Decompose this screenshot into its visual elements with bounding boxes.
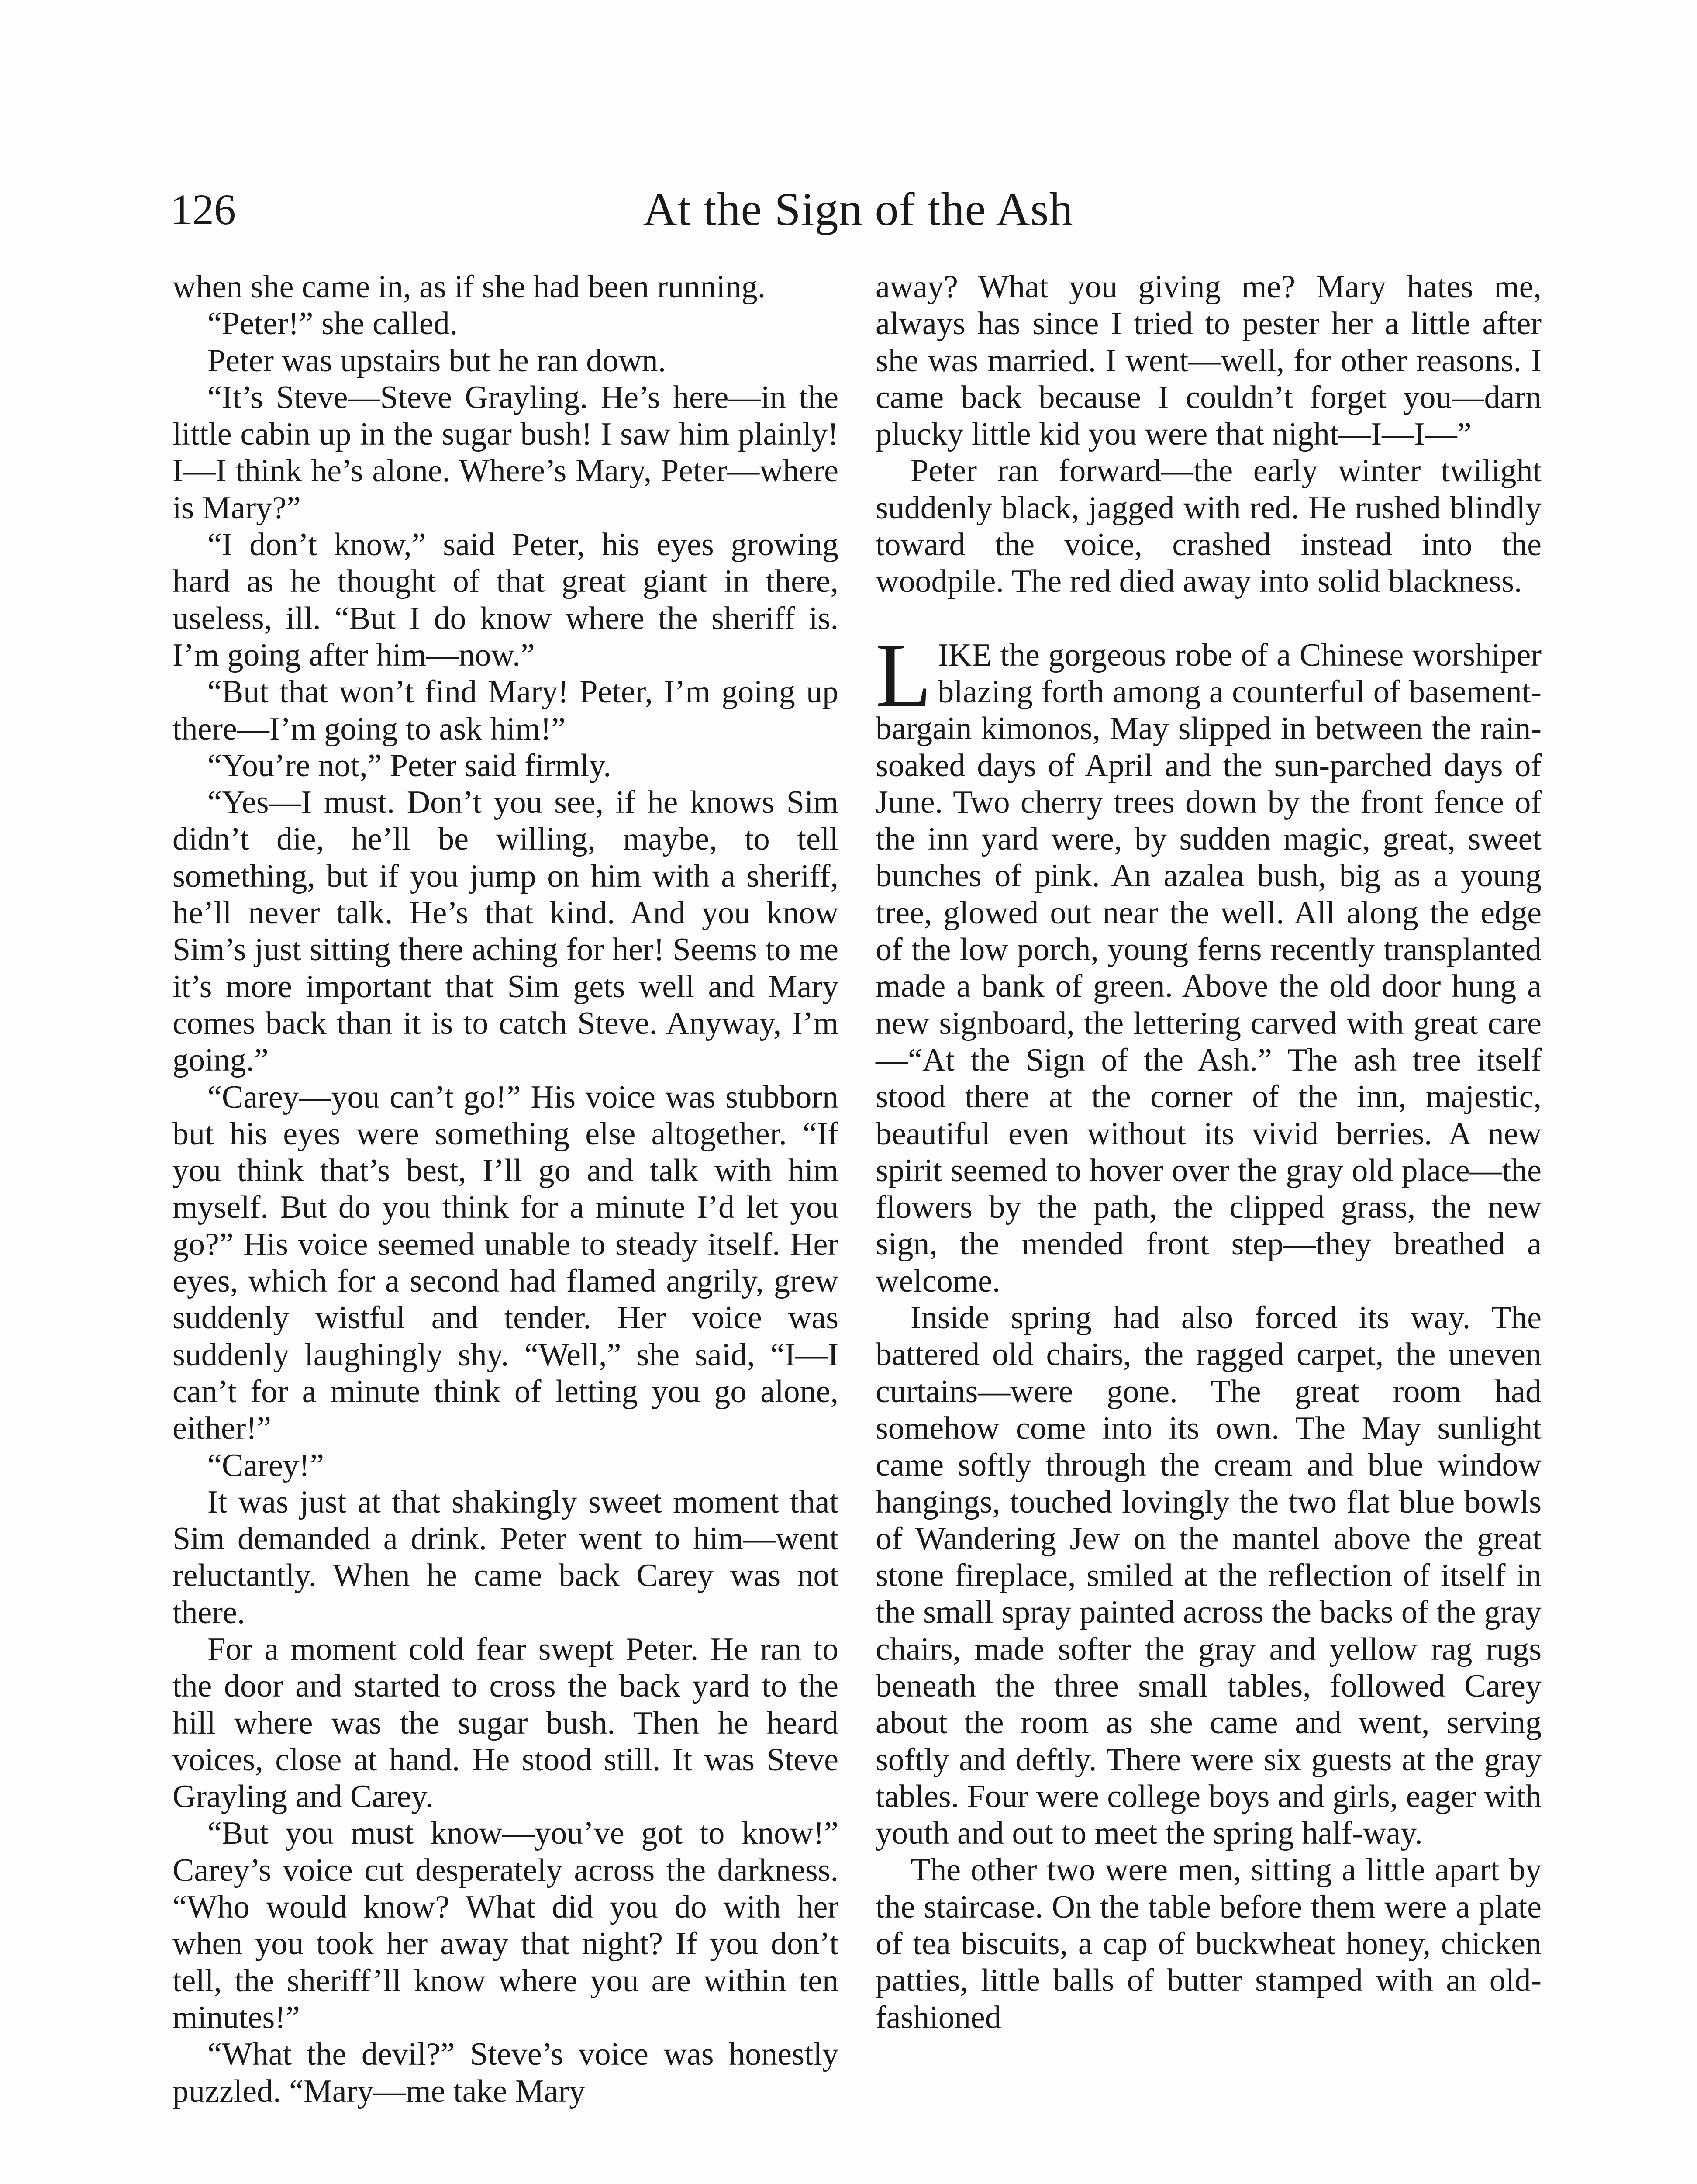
paragraph: when she came in, as if she had been running. xyxy=(172,269,766,305)
paragraph: “Peter!” she called. xyxy=(207,306,458,342)
left-column xyxy=(172,269,838,2110)
paragraph: Inside spring had also forced its way. The battered old chairs, the ragged carpet, the uneven curtains—were gone. The great room had somehow come into its own. The May sunlight came softly through the cream and blue window hangings, touched lovingly the two flat blue bowls of Wandering Jew on the mantel above the great stone fireplace, smiled at the reflection of itself in the small spray painted across the backs of the gray chairs, made softer the gray and yellow rag rugs beneath the three small tables, followed Carey about the room as she came and went, serving softly and deftly. There were six guests at the gray tables. Four were college boys and girls, eager with youth and out to meet the spring half-way. xyxy=(876,1300,1542,1852)
page-header xyxy=(170,175,1546,245)
paragraph: For a moment cold fear swept Peter. He ran to the door and started to cross the back yard to the hill where was the sugar bush. Then he heard voices, close at hand. He stood still. It was Steve Grayling and Carey. xyxy=(172,1631,838,1815)
running-title: At the Sign of the Ash xyxy=(643,183,1073,235)
drop-cap: L xyxy=(876,624,932,726)
paragraph: The other two were men, sitting a little apart by the staircase. On the table before them were a plate of tea biscuits, a cap of buckwheat honey, chicken patties, little balls of butter stamped with an old-fashioned xyxy=(876,1852,1542,2035)
section-opening-text: the gorgeous robe of a Chinese worshiper blazing forth among a counterful of basement-bargain kimonos, May slipped in between the rain-soaked days of April and the sun-parched days of June. Two cherry trees down by the front fence of the inn yard were, by sudden magic, great, sweet bunches of pink. An azalea bush, big as a young tree, glowed out near the well. All along the edge of the low porch, young ferns recently transplanted made a bank of green. Above the old door hung a new signboard, the lettering carved with great care—“At the Sign of the Ash.” The ash tree itself stood there at the corner of the inn, majestic, beautiful even without its vivid berries. A new spirit seemed to hover over the gray old place—the flowers by the path, the clipped grass, the new sign, the mended front step—they breathed a welcome. xyxy=(876,637,1542,1299)
section-opening-paragraph xyxy=(876,624,1542,1299)
small-caps-lead: IKE xyxy=(938,637,992,673)
paragraph: away? What you giving me? Mary hates me, always has since I tried to pester her a little after she was married. I went—well, for other reasons. I came back because I couldn’t forget you—darn plucky little kid you were that night—I—I—” xyxy=(876,269,1542,453)
paragraph: It was just at that shakingly sweet moment that Sim demanded a drink. Peter went to him—went reluctantly. When he came back Carey was not there. xyxy=(172,1484,838,1631)
right-column xyxy=(876,269,1542,2036)
paragraph: “But you must know—you’ve got to know!” Carey’s voice cut desperately across the darkness. “Who would know? What did you do with her when you took her away that night? If you don’t tell, the sheriff’ll know where you are within ten minutes!” xyxy=(172,1815,838,2035)
paragraph: “You’re not,” Peter said firmly. xyxy=(207,747,611,784)
paragraph: “Carey—you can’t go!” His voice was stubborn but his eyes were something else altogether. “If you think that’s best, I’ll go and talk with him myself. But do you think for a minute I’d let you go?” His voice seemed unable to steady itself. Her eyes, which for a second had flamed angrily, grew suddenly wistful and tender. Her voice was suddenly laughingly shy. “Well,” she said, “I—I can’t for a minute think of letting you go alone, either!” xyxy=(172,1079,838,1447)
page-number: 126 xyxy=(170,185,236,234)
paragraph: Peter ran forward—the early winter twilight suddenly black, jagged with red. He rushed blindly toward the voice, crashed instead into the woodpile. The red died away into solid blackness. xyxy=(876,453,1542,600)
paragraph: “But that won’t find Mary! Peter, I’m going up there—I’m going to ask him!” xyxy=(172,674,838,747)
paragraph: “Yes—I must. Don’t you see, if he knows Sim didn’t die, he’ll be willing, maybe, to tell something, but if you jump on him with a sheriff, he’ll never talk. He’s that kind. And you know Sim’s just sitting there aching for her! Seems to me it’s more important that Sim gets well and Mary comes back than it is to catch Steve. Anyway, I’m going.” xyxy=(172,784,838,1078)
paragraph: “What the devil?” Steve’s voice was honestly puzzled. “Mary—me take Mary xyxy=(172,2036,838,2109)
paragraph: Peter was upstairs but he ran down. xyxy=(207,342,666,379)
paragraph: “Carey!” xyxy=(207,1447,324,1483)
paragraph: “I don’t know,” said Peter, his eyes growing hard as he thought of that great giant in there, useless, ill. “But I do know where the sheriff is. I’m going after him—now.” xyxy=(172,527,838,673)
paragraph: “It’s Steve—Steve Grayling. He’s here—in the little cabin up in the sugar bush! I saw him plainly! I—I think he’s alone. Where’s Mary, Peter—where is Mary?” xyxy=(172,379,838,526)
